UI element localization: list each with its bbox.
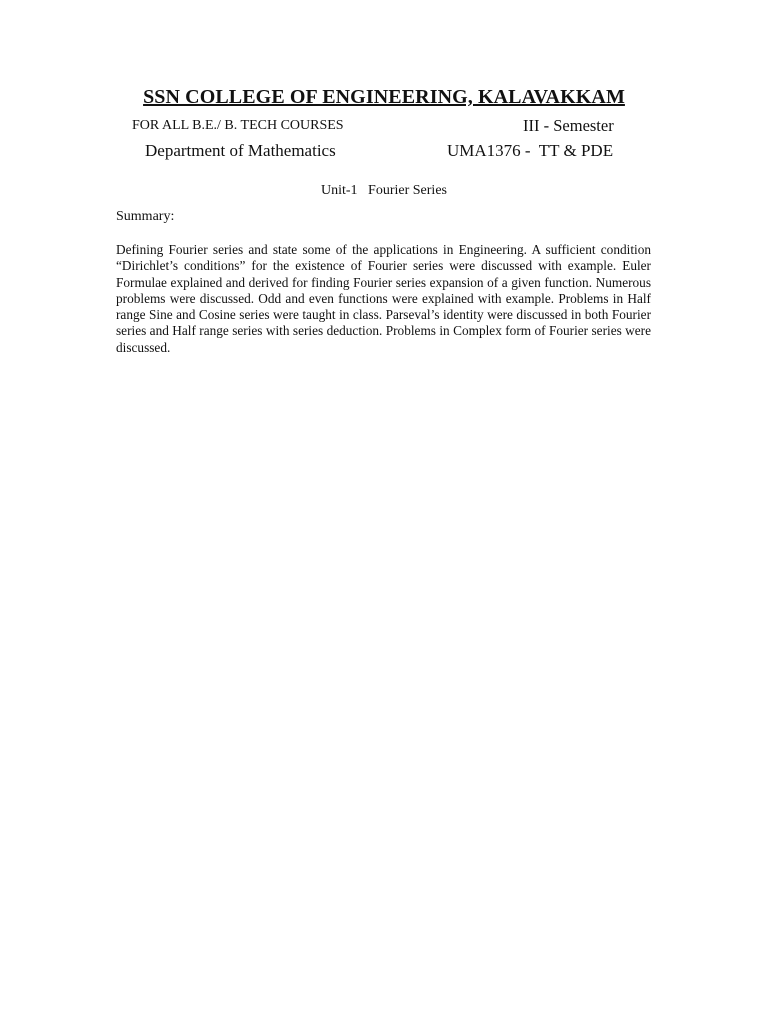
summary-paragraph: Defining Fourier series and state some of the applications in Engineering. A sufficient condition “Dirichlet’s conditions” for the existence of Fourier series were discussed with example. Euler Formulae explained and derived for finding Fourier series expansion of a given function. Numerous problems were discussed. Odd and even functions were explained with example. Problems in Half range Sine and Cosine series were taught in class. Parseval’s identity were discussed in both Fourier series and Half range series with series deduction. Problems in Complex form of Fourier series were discussed. <box>116 242 651 355</box>
semester-label: III - Semester <box>523 116 614 135</box>
summary-heading: Summary: <box>116 209 175 224</box>
college-title: SSN COLLEGE OF ENGINEERING, KALAVAKKAM <box>143 86 625 108</box>
courses-label: FOR ALL B.E./ B. TECH COURSES <box>132 118 344 133</box>
department-label: Department of Mathematics <box>145 141 336 160</box>
course-code-label: UMA1376 - TT & PDE <box>447 141 614 160</box>
unit-title: Unit-1 Fourier Series <box>321 183 447 198</box>
